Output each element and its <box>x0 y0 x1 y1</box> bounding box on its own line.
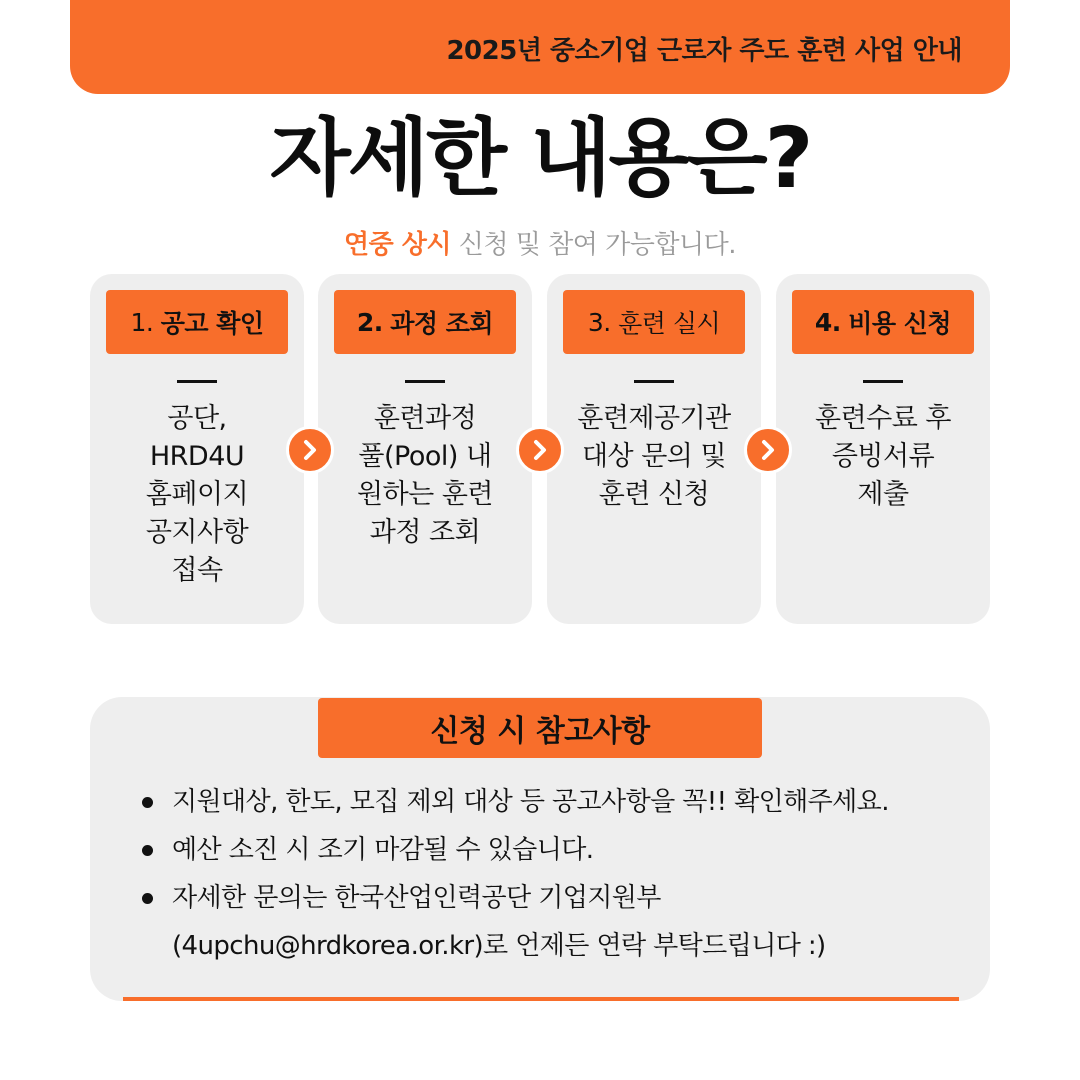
step-description-1 <box>98 400 296 590</box>
step-divider <box>177 380 217 383</box>
step-description-line: 대상 문의 및 <box>581 441 727 472</box>
list-item <box>140 874 970 970</box>
note-text: 자세한 문의는 한국산업인력공단 기업지원부 <box>172 883 661 913</box>
top-banner <box>70 0 1010 94</box>
step-description-line: 풀(Pool) 내 <box>358 441 492 472</box>
step-header-2 <box>334 290 516 354</box>
list-item <box>140 826 970 874</box>
chevron-right-icon <box>286 426 334 474</box>
step-number-3: 3. <box>587 307 611 337</box>
chevron-right-icon <box>516 426 564 474</box>
notes-list <box>140 778 970 970</box>
step-header-4 <box>792 290 974 354</box>
step-description-line: HRD4U <box>149 441 245 472</box>
step-description-line: 공단, <box>167 403 227 434</box>
step-label-4: 비용 신청 <box>848 309 952 338</box>
step-description-4 <box>784 400 982 514</box>
notes-underline <box>123 997 959 1001</box>
step-card-1 <box>90 274 304 624</box>
step-description-line: 홈페이지 <box>145 479 249 510</box>
list-item <box>140 778 970 826</box>
chevron-right-icon <box>744 426 792 474</box>
step-description-3 <box>555 400 753 514</box>
bullet-icon <box>142 845 153 856</box>
step-description-line: 원하는 훈련 <box>357 479 493 510</box>
step-header-1 <box>106 290 288 354</box>
step-label-3: 훈련 실시 <box>618 309 721 338</box>
step-description-line: 접속 <box>171 555 223 586</box>
note-text: 예산 소진 시 조기 마감될 수 있습니다. <box>172 835 594 865</box>
banner-title: 2025년 중소기업 근로자 주도 훈련 사업 안내 <box>446 36 962 66</box>
step-number-1: 1. <box>130 307 154 337</box>
step-description-line: 훈련수료 후 <box>815 403 951 434</box>
step-divider <box>405 380 445 383</box>
page-subtitle <box>0 224 1080 261</box>
step-card-3 <box>547 274 761 624</box>
note-text: 지원대상, 한도, 모집 제외 대상 등 공고사항을 꼭!! 확인해주세요. <box>172 787 889 817</box>
step-description-2 <box>326 400 524 552</box>
step-description-line: 훈련 신청 <box>598 479 710 510</box>
step-number-4: 4. <box>814 307 841 337</box>
step-label-2: 과정 조회 <box>390 309 494 338</box>
notes-title: 신청 시 참고사항 <box>318 698 762 758</box>
step-description-line: 제출 <box>857 479 909 510</box>
note-text: (4upchu@hrdkorea.or.kr)로 언제든 연락 부탁드립니다 :) <box>172 931 826 961</box>
step-card-4 <box>776 274 990 624</box>
subtitle-accent: 연중 상시 <box>343 230 452 260</box>
step-number-2: 2. <box>356 307 383 337</box>
step-label-1: 공고 확인 <box>160 309 264 338</box>
step-divider <box>634 380 674 383</box>
step-description-line: 훈련제공기관 <box>577 403 731 434</box>
step-description-line: 과정 조회 <box>369 517 481 548</box>
step-description-line: 증빙서류 <box>831 441 935 472</box>
page-title: 자세한 내용은? <box>269 109 811 207</box>
bullet-icon <box>142 893 153 904</box>
step-divider <box>863 380 903 383</box>
step-card-2 <box>318 274 532 624</box>
step-description-line: 공지사항 <box>145 517 249 548</box>
subtitle-text: 신청 및 참여 가능합니다. <box>451 230 736 260</box>
bullet-icon <box>142 797 153 808</box>
step-description-line: 훈련과정 <box>373 403 477 434</box>
step-header-3 <box>563 290 745 354</box>
